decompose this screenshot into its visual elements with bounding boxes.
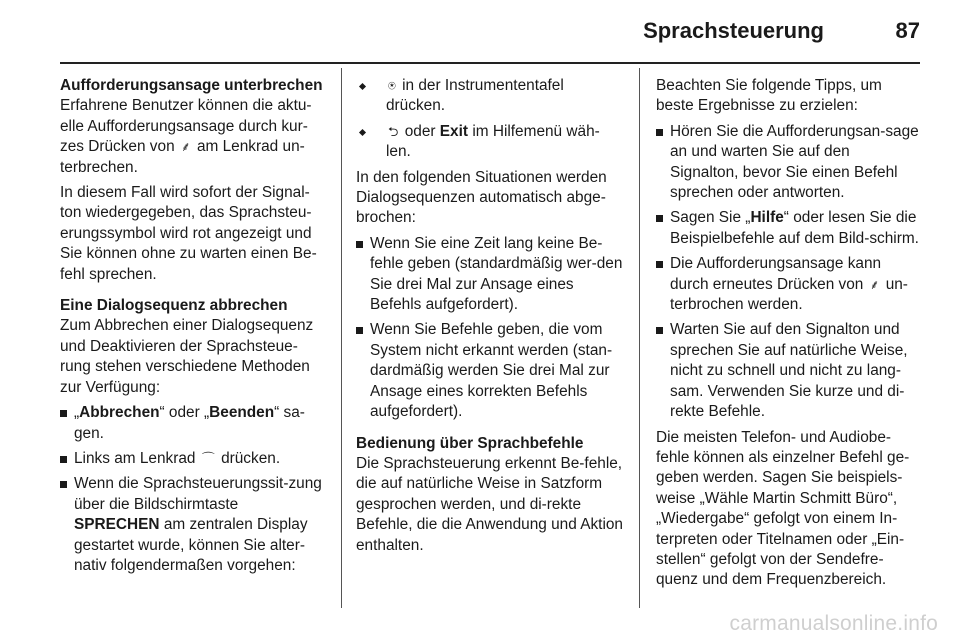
keyword: Exit — [439, 122, 469, 140]
keyword: SPRECHEN — [74, 516, 160, 534]
text: “ sa-gen. — [74, 404, 305, 442]
list-item — [656, 208, 922, 249]
list-item — [656, 254, 922, 315]
text: oder — [404, 122, 436, 140]
column-3 — [656, 76, 922, 596]
diamond-list — [356, 76, 624, 163]
paragraph: Zum Abbrechen einer Dialogsequenz und Deaktivieren der Sprachsteue-rung stehen verschiedene Methoden zur Verfügung: — [60, 317, 314, 396]
text: am zentralen Display gestartet wurde, können Sie alter-nativ folgendermaßen vorgehen: — [74, 516, 308, 574]
back-icon: ⮌ — [388, 123, 399, 139]
list-item: Hören Sie die Aufforderungsan-sage an und warten Sie auf den Signalton, bevor Sie einen Befehl sprechen oder antworten. — [656, 122, 922, 204]
voice-control-icon: ⸙ — [869, 276, 880, 292]
bullet-list — [60, 403, 326, 576]
section-heading: Aufforderungsansage unterbrechen — [60, 77, 323, 94]
page-title: Sprachsteuerung — [643, 18, 824, 43]
list-item — [60, 403, 326, 444]
column-divider — [341, 68, 342, 608]
paragraph: Beachten Sie folgende Tipps, um beste Ergebnisse zu erzielen: — [656, 77, 882, 115]
paragraph: Die meisten Telefon- und Audiobe-fehle können als einzelner Befehl ge-geben werden. Sagen Sie beispiels-weise „Wähle Martin Schmitt Büro“, „Wiedergabe“ gefolgt von einem In-terpreten oder Titelnamen oder „Ein-stellen“ gefolgt von der Sendefre-quenz und dem Frequenzbereich. — [656, 428, 910, 589]
keyword: Beenden — [209, 404, 275, 422]
favorite-star-icon: ⍟ — [388, 78, 396, 93]
text: Sagen Sie „ — [670, 209, 751, 227]
text: “ oder „ — [159, 404, 210, 422]
list-item — [356, 76, 624, 117]
voice-control-icon: ⸙ — [180, 139, 191, 155]
list-item — [60, 449, 326, 469]
list-item: Wenn Sie Befehle geben, die vom System nicht erkannt werden (stan-dardmäßig werden Sie drei Mal zur Ansage eines korrekten Befehls aufgefordert). — [356, 320, 624, 422]
text: un-terbrochen werden. — [670, 275, 908, 314]
text: Die Aufforderungsansage kann durch erneutes Drücken von — [670, 255, 882, 293]
text: im Hilfemenü wäh-len. — [386, 122, 600, 161]
list-item: Wenn Sie eine Zeit lang keine Be-fehle geben (standardmäßig wer-den Sie drei Mal zur Ansage eines Befehls aufgefordert). — [356, 234, 624, 316]
header-divider — [60, 62, 920, 64]
list-item — [60, 474, 326, 576]
section-heading: Eine Dialogsequenz abbrechen — [60, 297, 288, 315]
page-number: 87 — [895, 18, 920, 43]
paragraph: Die Sprachsteuerung erkennt Be-fehle, die auf natürliche Weise in Satzform gesprochen werden, und di-rekte Befehle, die die Anwendung und Aktion enthalten. — [356, 454, 623, 554]
section-heading: Bedienung über Sprachbefehle — [356, 434, 584, 452]
paragraph: In diesem Fall wird sofort der Signal-ton wiedergegeben, das Sprachsteu-erungssymbol wird rot angezeigt und Sie können ohne zu warten einen Be-fehl sprechen. — [60, 184, 317, 283]
keyword: Abbrechen — [79, 404, 160, 422]
keyword: Hilfe — [750, 209, 784, 227]
bullet-list — [356, 234, 624, 423]
text: Erfahrene Benutzer können die aktu-elle Aufforderungsansage durch kur-zes Drücken von — [60, 97, 312, 156]
column-2 — [356, 76, 624, 561]
text: drücken. — [221, 449, 281, 467]
text: in der Instrumententafel drücken. — [386, 77, 564, 115]
bullet-list — [656, 122, 922, 423]
text: Links am Lenkrad — [74, 449, 196, 467]
column-divider — [639, 68, 640, 608]
column-1 — [60, 76, 326, 581]
list-item: Warten Sie auf den Signalton und sprechen Sie auf natürliche Weise, nicht zu schnell und nicht zu lang-sam. Verwenden Sie kurze und di-rekte Befehle. — [656, 320, 922, 422]
text: am Lenkrad un-terbrechen. — [60, 138, 305, 176]
text: „ — [74, 404, 80, 422]
paragraph — [60, 96, 326, 178]
hang-up-icon: ⌒ — [201, 450, 215, 466]
text: Wenn die Sprachsteuerungssit-zung über die Bildschirmtaste — [74, 475, 322, 513]
text: “ oder lesen Sie die Beispielbefehle auf dem Bild-schirm. — [670, 209, 919, 247]
watermark: carmanualsonline.info — [729, 612, 938, 635]
paragraph: In den folgenden Situationen werden Dialogsequenzen automatisch abge-brochen: — [356, 168, 607, 227]
list-item — [356, 122, 624, 163]
